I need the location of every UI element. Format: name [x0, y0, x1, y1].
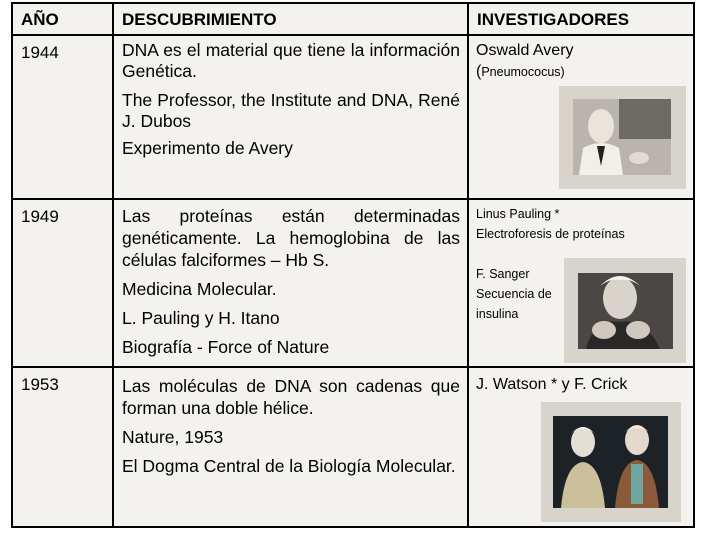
- year-1944: 1944: [21, 43, 59, 62]
- table-row: [12, 35, 694, 199]
- reference-book: The Professor, the Institute and DNA, René J. Dubos: [122, 90, 460, 131]
- header-year: AÑO: [21, 10, 59, 29]
- reference-biography: Biografía - Force of Nature: [122, 337, 330, 357]
- reference-book: Medicina Molecular.: [122, 279, 277, 299]
- discovery-text: DNA es el material que tiene la información Genética.: [122, 40, 460, 81]
- reference-journal: Nature, 1953: [122, 427, 224, 447]
- year-1953: 1953: [21, 375, 59, 394]
- table-row: [12, 367, 694, 527]
- reference-dogma: El Dogma Central de la Biología Molecular.: [122, 456, 456, 476]
- researcher-name: Oswald Avery: [476, 42, 574, 59]
- researcher-note: (Pneumococus): [476, 63, 565, 80]
- year-1949: 1949: [21, 207, 59, 226]
- researcher-cell: [468, 367, 694, 527]
- header-discovery-cell: [113, 3, 468, 35]
- header-row: [12, 3, 694, 35]
- table-row: [12, 199, 694, 367]
- researcher-pauling-note: Electroforesis de proteínas: [476, 227, 625, 241]
- researcher-sanger-note-2: insulina: [476, 307, 519, 321]
- header-year-cell: [12, 3, 113, 35]
- discovery-text: Las moléculas de DNA son cadenas que forman una doble hélice.: [122, 376, 460, 418]
- researcher-sanger-note-1: Secuencia de: [476, 287, 552, 301]
- header-researchers: INVESTIGADORES: [477, 10, 630, 29]
- year-cell: [12, 367, 113, 527]
- header-discovery: DESCUBRIMIENTO: [122, 10, 277, 29]
- reference-authors: L. Pauling y H. Itano: [122, 308, 280, 328]
- discovery-cell: [113, 199, 468, 367]
- discovery-text: Las proteínas están determinadas genéticamente. La hemoglobina de las células falciformes – Hb S.: [122, 206, 460, 270]
- avery-portrait-photo: [559, 86, 686, 189]
- researcher-sanger: F. Sanger: [476, 267, 530, 281]
- discovery-cell: [113, 367, 468, 527]
- reference-experiment: Experimento de Avery: [122, 138, 293, 158]
- header-researchers-cell: [468, 3, 694, 35]
- researcher-cell: [468, 35, 694, 199]
- year-cell: [12, 199, 113, 367]
- discovery-cell: [113, 35, 468, 199]
- researcher-cell: [468, 199, 694, 367]
- discovery-timeline-table: [11, 2, 695, 528]
- researcher-pauling: Linus Pauling *: [476, 207, 560, 221]
- researcher-name: J. Watson * y F. Crick: [476, 376, 628, 393]
- pauling-portrait-photo: [564, 258, 686, 363]
- watson-crick-photo: [541, 402, 681, 522]
- year-cell: [12, 35, 113, 199]
